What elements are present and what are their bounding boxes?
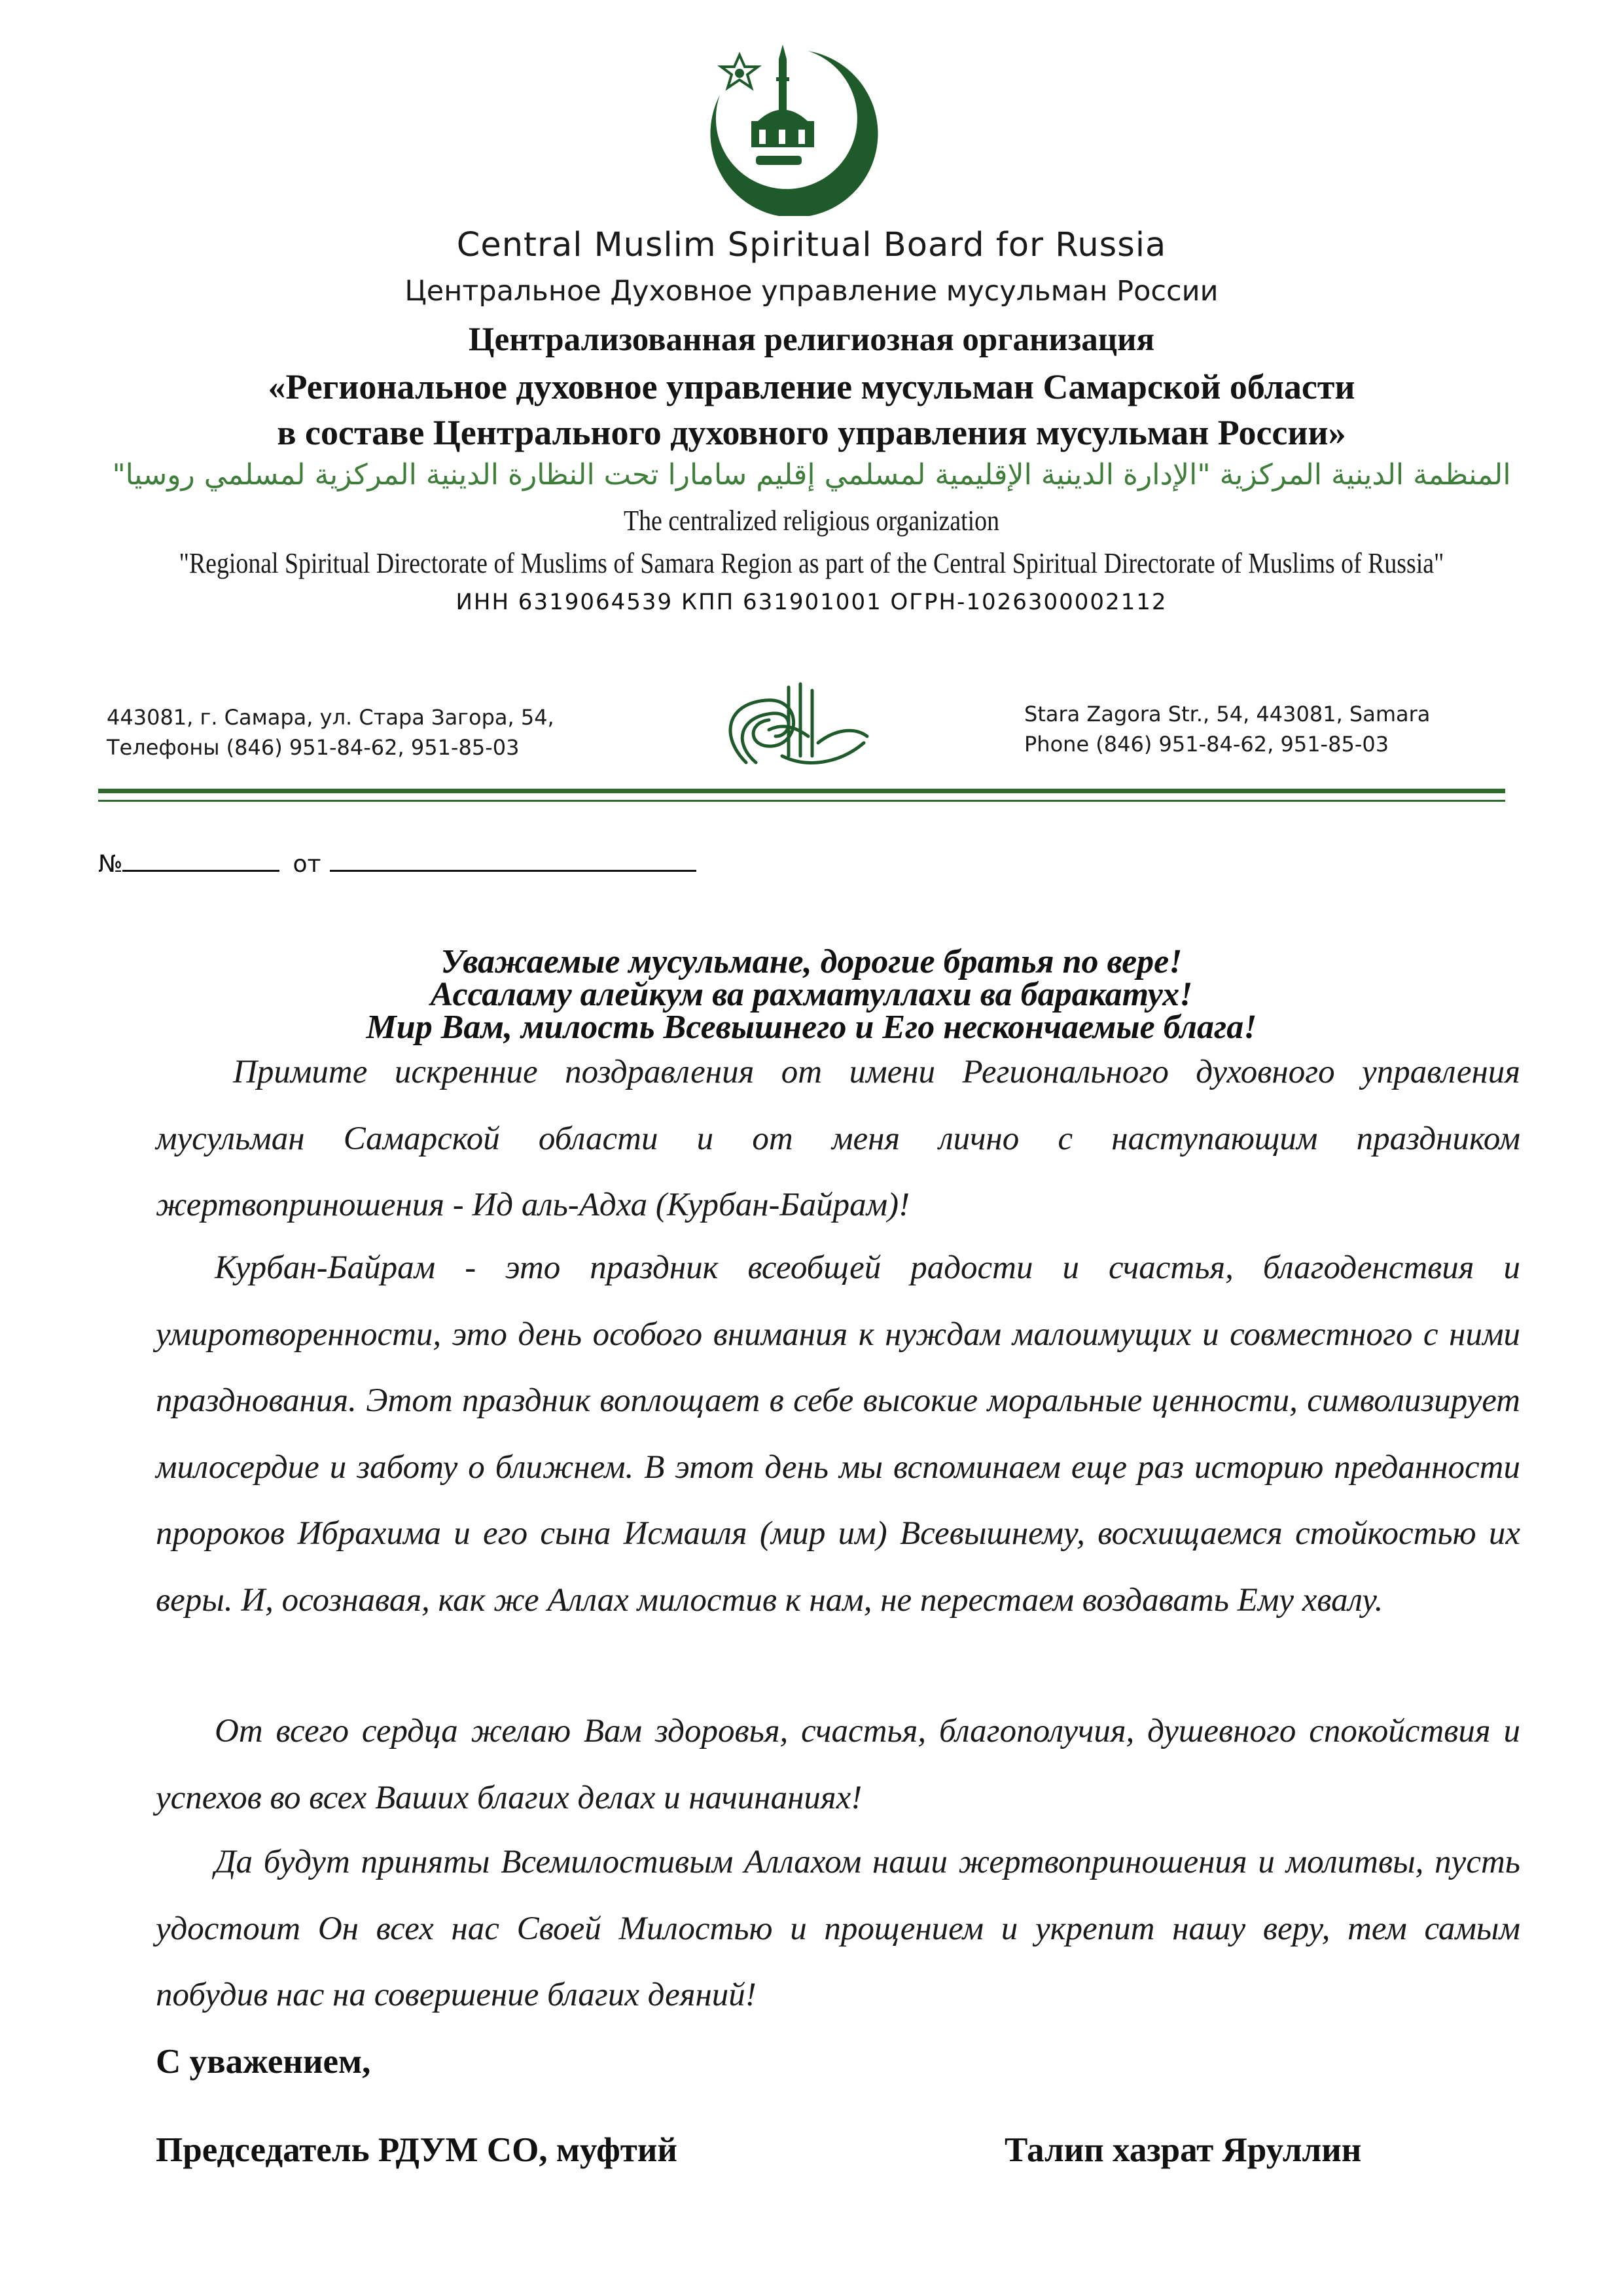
english-org-type: The centralized religious organization [623, 505, 1000, 537]
russian-address: 443081, г. Самара, ул. Стара Загора, 54, [107, 705, 554, 730]
english-org-name: "Regional Spiritual Directorate of Muslims of Samara Region as part of the Central Spiritual Directorate of Muslims of Russia" [179, 547, 1444, 579]
russian-address-block [107, 702, 554, 762]
body-paragraph-wishes: От всего сердца желаю Вам здоровья, счастья, благополучия, душевного спокойствия и успехов во всех Ваших благих делах и начинаниях! [156, 1713, 1520, 1816]
date-blank-field [330, 870, 696, 872]
number-blank-field [122, 870, 279, 872]
signatory-name: Талип хазрат Яруллин [1005, 2131, 1362, 2169]
org-name-line2: в составе Центрального духовного управления мусульман России» [277, 413, 1346, 452]
signatory-position: Председатель РДУМ СО, муфтий [156, 2131, 677, 2169]
body-paragraph-congratulations: Примите искренние поздравления от имени Регионального духовного управления мусульман Самарской области и от меня лично с наступающим праздником жертвоприношения - Ид аль-Адха (Курбан-Байрам)! [156, 1054, 1520, 1223]
org-name-line1: «Региональное духовное управление мусульман Самарской области [268, 367, 1355, 406]
english-phones: Phone (846) 951-84-62, 951-85-03 [1024, 732, 1389, 757]
english-address-block [1024, 699, 1430, 759]
russian-phones: Телефоны (846) 951-84-62, 951-85-03 [107, 735, 520, 760]
registration-numbers: ИНН 6319064539 КПП 631901001 ОГРН-1026300002112 [455, 589, 1168, 615]
english-address: Stara Zagora Str., 54, 443081, Samara [1024, 702, 1431, 726]
greeting-line-2: Ассаламу алейкум ва рахматуллахи ва баракатух! [430, 976, 1193, 1013]
document-number-line [98, 851, 696, 878]
closing-regards: С уважением, [156, 2043, 371, 2081]
date-label: от [293, 851, 321, 878]
header-divider-thin [98, 800, 1505, 802]
tughra-calligraphy-icon [710, 664, 874, 772]
crescent-mosque-emblem-icon [694, 33, 883, 216]
body-paragraph-holiday: Курбан-Байрам - это праздник всеобщей радости и счастья, благоденствия и умиротворенности, это день особого внимания к нуждам малоимущих и совместного с ними празднования. Этот праздник воплощает в себе высокие моральные ценности, символизирует милосердие и заботу о ближнем. В этот день мы вспоминаем еще раз историю преданности пророков Ибрахима и его сына Исмаиля (мир им) Всевышнему, восхищаемся стойкостью их веры. И, осознавая, как же Аллах милостив к нам, не перестаем воздавать Ему хвалу. [156, 1249, 1520, 1619]
number-label: № [98, 851, 123, 878]
english-board-title: Central Muslim Spiritual Board for Russia [456, 226, 1167, 264]
header-divider-thick [98, 789, 1505, 793]
org-type-line: Централизованная религиозная организация [468, 321, 1155, 358]
arabic-org-name: المنظمة الدينية المركزية "الإدارة الدينية الإقليمية لمسلمي إقليم سامارا تحت النظارة الدينية المركزية لمسلمي روسيا" [112, 458, 1511, 492]
russian-board-title: Центральное Духовное управление мусульман России [404, 275, 1219, 308]
body-paragraph-prayer: Да будут приняты Всемилостивым Аллахом наши жертвоприношения и молитвы, пусть удостоит Он всех нас Своей Милостью и прощением и укрепит нашу веру, тем самым побудив нас на совершение благих деяний! [156, 1844, 1520, 2013]
greeting-line-1: Уважаемые мусульмане, дорогие братья по вере! [440, 943, 1183, 980]
greeting-line-3: Мир Вам, милость Всевышнего и Его нескончаемые блага! [366, 1009, 1257, 1046]
